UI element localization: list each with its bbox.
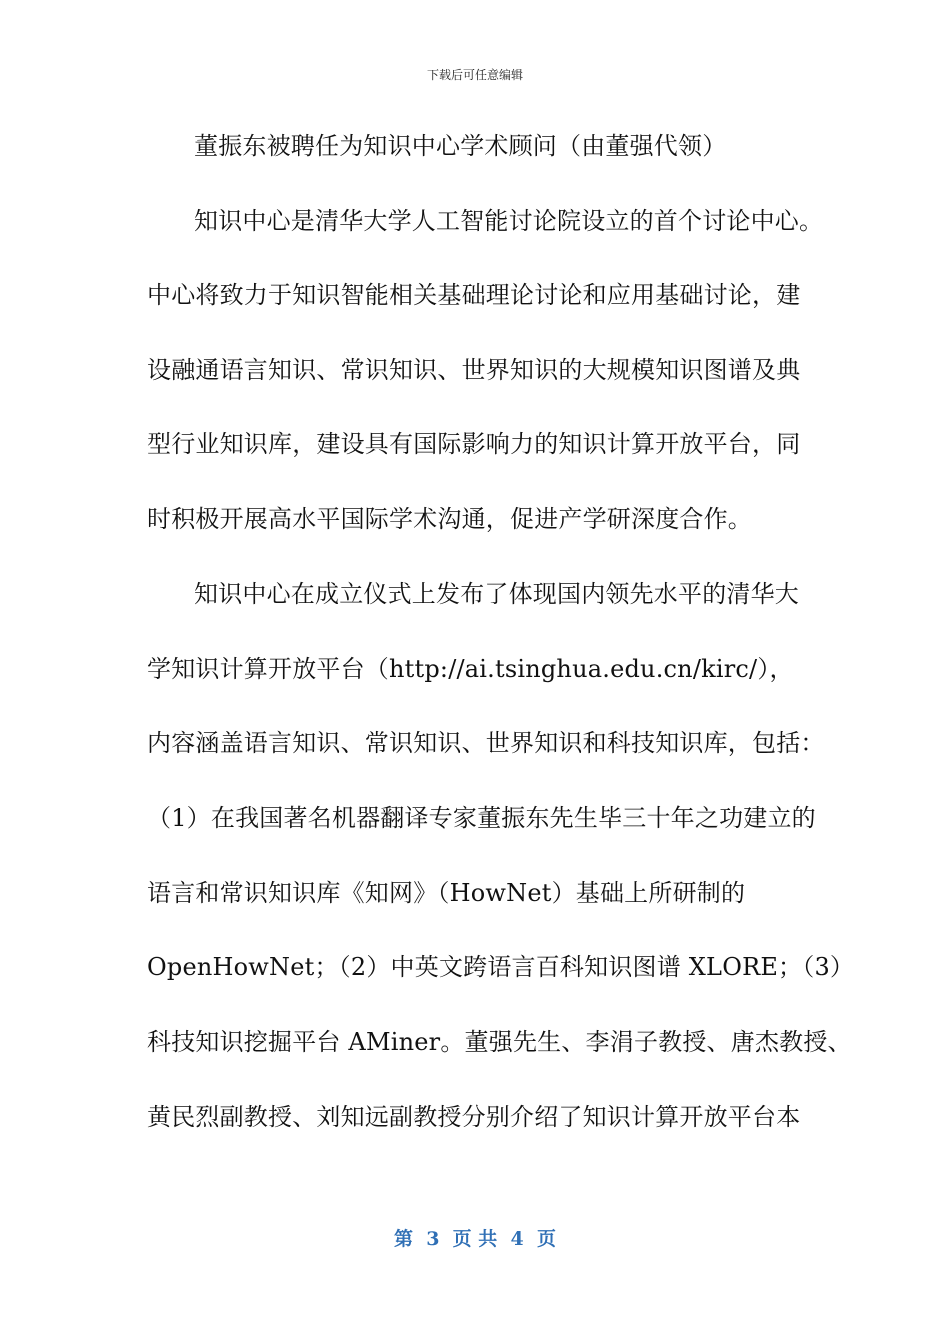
text-line: 内容涵盖语言知识、常识知识、世界知识和科技知识库，包括： — [147, 729, 825, 757]
text-line: 科技知识挖掘平台 AMiner。董强先生、李涓子教授、唐杰教授、 — [147, 1028, 852, 1056]
text-line: 时积极开展高水平国际学术沟通，促进产学研深度合作。 — [147, 505, 752, 533]
text-line: 中心将致力于知识智能相关基础理论讨论和应用基础讨论，建 — [147, 281, 801, 309]
page-header: 下载后可任意编辑 — [426, 68, 523, 82]
text-line: 黄民烈副教授、刘知远副教授分别介绍了知识计算开放平台本 — [147, 1103, 801, 1131]
text-line: 型行业知识库，建设具有国际影响力的知识计算开放平台，同 — [147, 430, 801, 458]
text-line: OpenHowNet；（2）中英文跨语言百科知识图谱 XLORE；（3） — [147, 953, 855, 981]
text-line: 语言和常识知识库《知网》（HowNet）基础上所研制的 — [147, 879, 746, 907]
text-line: （1）在我国著名机器翻译专家董振东先生毕三十年之功建立的 — [147, 804, 816, 832]
page-number-footer: 第 3 页 共 4 页 — [394, 1228, 556, 1250]
text-line: 设融通语言知识、常识知识、世界知识的大规模知识图谱及典 — [147, 356, 801, 384]
text-line: 董振东被聘任为知识中心学术顾问（由董强代领） — [194, 132, 727, 160]
text-line: 知识中心在成立仪式上发布了体现国内领先水平的清华大 — [194, 580, 799, 608]
text-line: 知识中心是清华大学人工智能讨论院设立的首个讨论中心。 — [194, 207, 824, 235]
text-line: 学知识计算开放平台（http://ai.tsinghua.edu.cn/kirc/）， — [147, 655, 794, 683]
